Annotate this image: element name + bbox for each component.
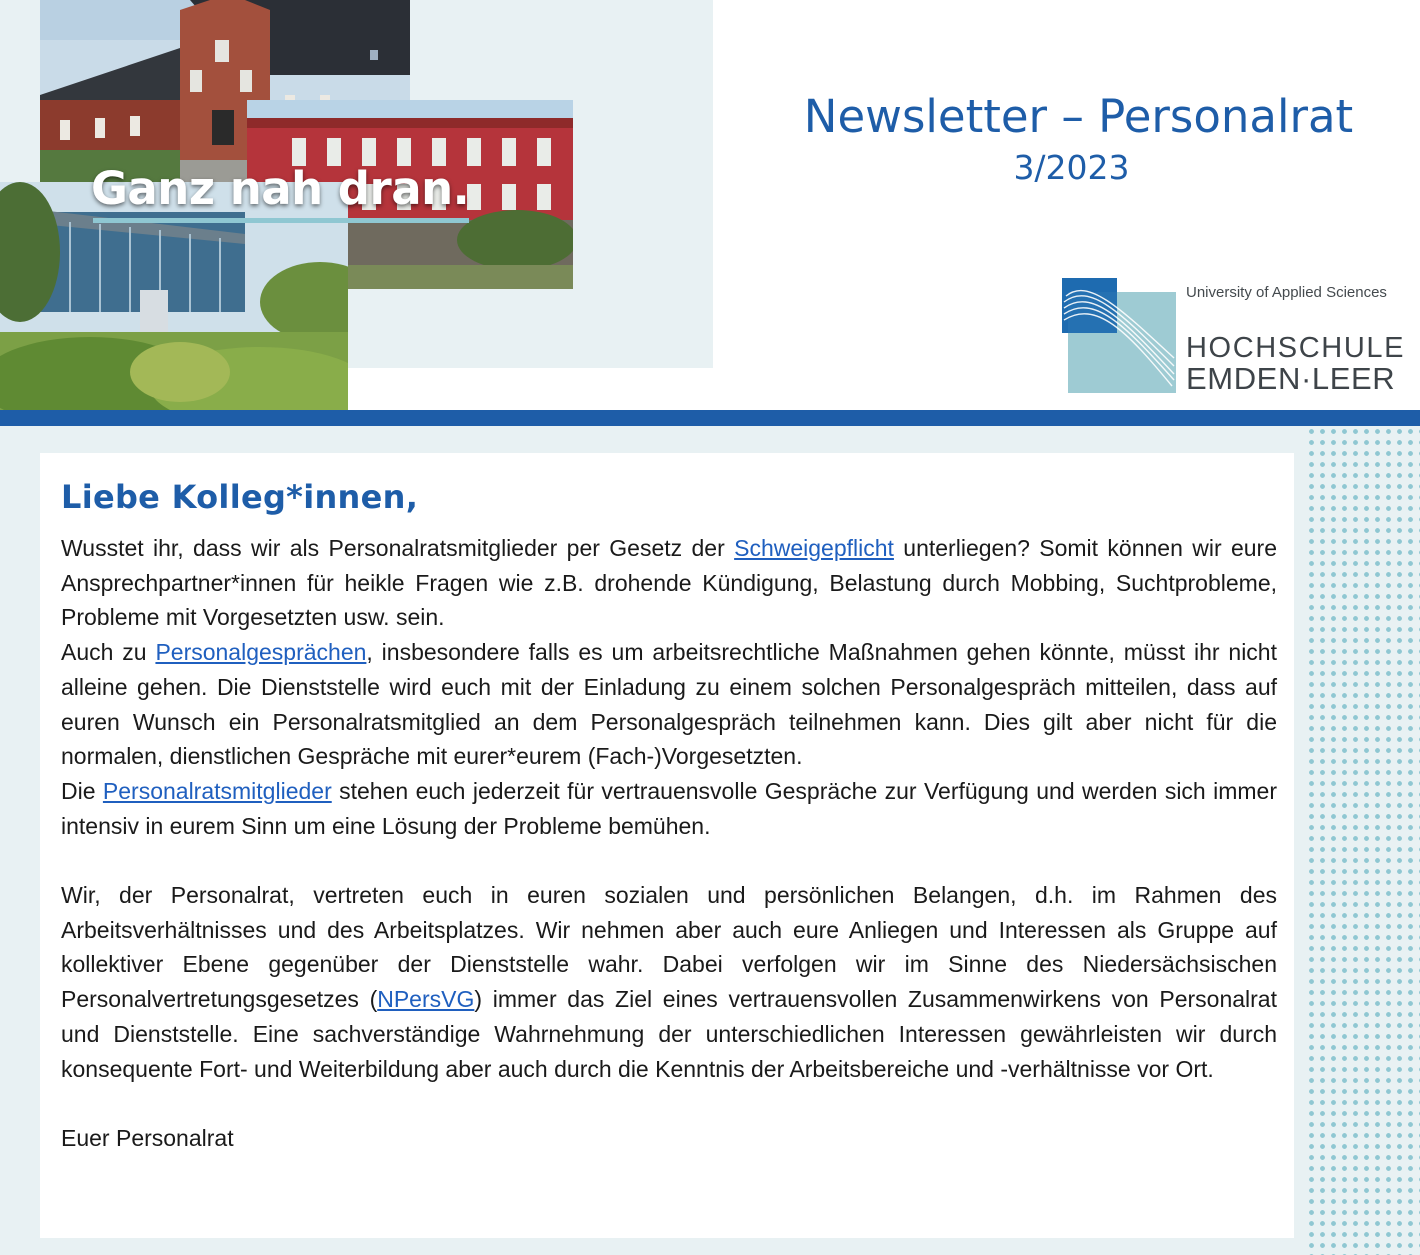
logo-subtitle: University of Applied Sciences — [1186, 284, 1387, 301]
university-logo-icon — [1062, 278, 1176, 393]
newsletter-title: Newsletter – Personalrat — [803, 90, 1354, 143]
link-personalgespraeche[interactable]: Personalgesprächen — [155, 639, 367, 666]
campus-photo-glass-building — [0, 182, 348, 414]
newsletter-issue: 3/2023 — [1013, 148, 1130, 187]
link-schweigepflicht[interactable]: Schweigepflicht — [734, 535, 894, 561]
newsletter-body — [61, 531, 1277, 1156]
newsletter-header — [0, 0, 1420, 412]
newsletter-title-block — [713, 88, 1420, 190]
paragraph-gap — [61, 843, 1277, 878]
header-divider-bar — [0, 410, 1420, 426]
paragraph-gap — [61, 1086, 1277, 1121]
logo-name-line2: EMDEN·LEER — [1186, 361, 1396, 396]
paragraph-personalgespraeche: Auch zu Personalgesprächen, insbesondere falls es um arbeitsrechtliche Maßnahmen gehen könnte, müsst ihr nicht alleine gehen. Die Dienststelle wird euch mit der Einladung zu einem solchen Personalgespräch mitteilen, dass auf euren Wunsch ein Personalratsmitglied an dem Personalgespräch teilnehmen kann. Dies gilt aber nicht für die normalen, dienstlichen Gespräche mit eurer*eurem (Fach-)Vorgesetzten. — [61, 639, 1277, 770]
signature: Euer Personalrat — [61, 1124, 234, 1151]
slogan: Ganz nah dran. — [91, 162, 470, 215]
paragraph-personalratsmitglieder: Die Personalratsmitglieder stehen euch jederzeit für vertrauensvolle Gespräche zur Verfügung und werden sich immer intensiv in eurem Sinn um eine Lösung der Probleme bemühen. — [61, 777, 1277, 839]
link-npersvg[interactable]: NPersVG — [377, 986, 475, 1013]
slogan-underline — [93, 218, 469, 223]
paragraph-aufgaben: Wir, der Personalrat, vertreten euch in euren sozialen und persönlichen Belangen, d.h. im Rahmen des Arbeitsverhältnisses und des Arbeitsplatzes. Wir nehmen aber auch eure Anliegen und Interessen als Gruppe auf kollektiver Ebene gegenüber der Dienststelle wahr. Dabei verfolgen wir im Sinne des Niedersächsischen Personalvertretungsgesetzes (NPersVG) immer das Ziel eines vertrauensvollen Zusammenwirkens von Personalrat und Dienststelle. Eine sachverständige Wahrnehmung der unterschiedlichen Interessen gewährleisten wir durch konsequente Fort- und Weiterbildung aber auch durch die Kenntnis der Arbeitsbereiche und -verhältnisse vor Ort. — [61, 882, 1277, 1082]
dot-pattern-decoration — [1306, 426, 1420, 1255]
paragraph-schweigepflicht: Wusstet ihr, dass wir als Personalratsmitglieder per Gesetz der Schweigepflicht unterliegen? Somit können wir eure Ansprechpartner*innen für heikle Fragen wie z.B. drohende Kündigung, Belastung durch Mobbing, Suchtprobleme, Probleme mit Vorgesetzten usw. sein. — [61, 535, 1278, 631]
link-personalratsmitglieder[interactable]: Personalratsmitglieder — [102, 777, 332, 804]
greeting-heading: Liebe Kolleg*innen, — [61, 478, 419, 516]
logo-name-line1: HOCHSCHULE — [1186, 332, 1406, 364]
